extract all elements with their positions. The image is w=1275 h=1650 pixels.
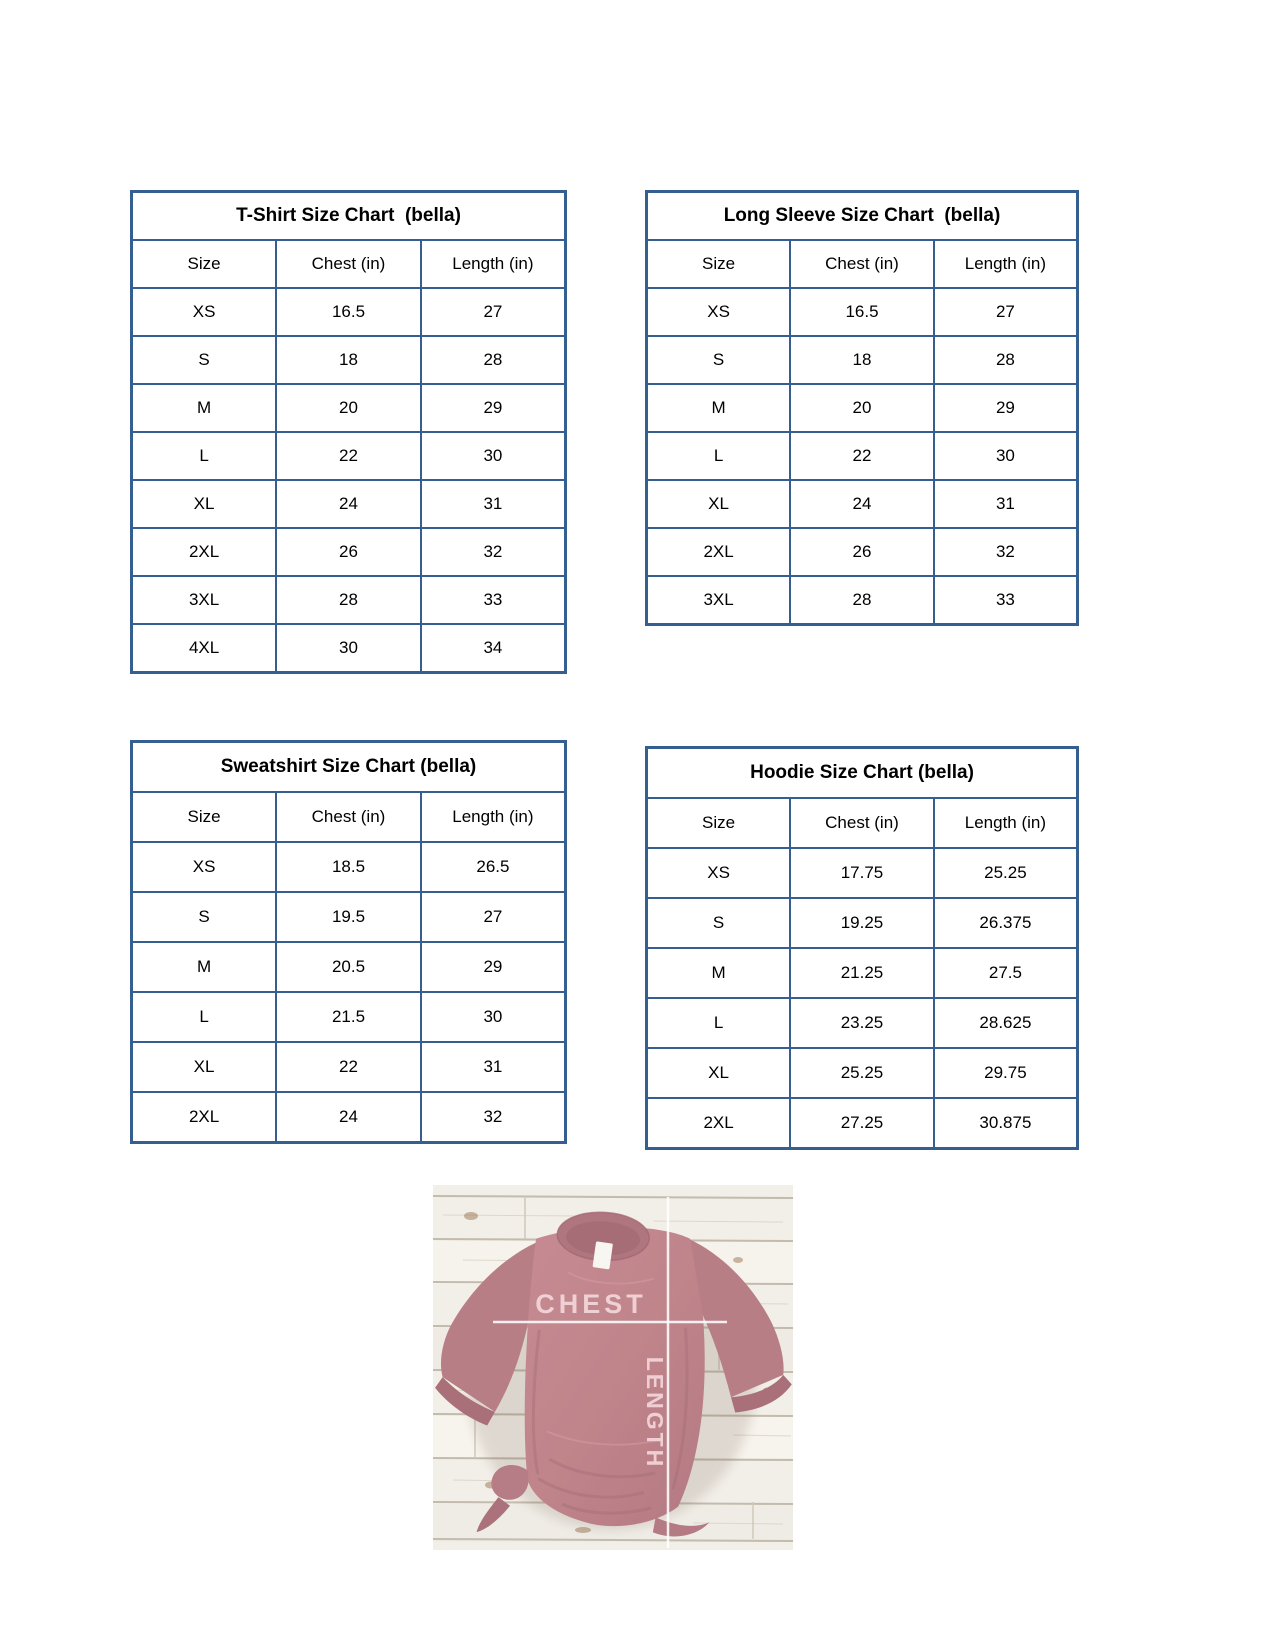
table-header-row — [647, 798, 1078, 848]
table-header-row — [132, 240, 566, 288]
size-cell: L — [132, 432, 277, 480]
size-cell: 28.625 — [934, 998, 1078, 1048]
size-cell: 30.875 — [934, 1098, 1078, 1149]
size-row — [647, 432, 1078, 480]
size-row — [132, 842, 566, 892]
size-row — [647, 1048, 1078, 1098]
size-cell: 21.5 — [276, 992, 421, 1042]
long-sleeve-size-chart-table — [645, 190, 1079, 626]
column-header: Chest (in) — [276, 792, 421, 842]
size-row — [132, 942, 566, 992]
size-cell: 20.5 — [276, 942, 421, 992]
size-cell: S — [132, 892, 277, 942]
size-cell: 31 — [421, 480, 566, 528]
size-cell: 22 — [276, 1042, 421, 1092]
size-cell: XL — [647, 1048, 791, 1098]
size-cell: L — [647, 432, 791, 480]
size-cell: 28 — [276, 576, 421, 624]
size-cell: 30 — [934, 432, 1078, 480]
size-cell: 26 — [276, 528, 421, 576]
size-cell: 27 — [421, 288, 566, 336]
size-cell: 24 — [790, 480, 934, 528]
size-cell: 31 — [421, 1042, 566, 1092]
size-row — [132, 384, 566, 432]
table-title-row — [647, 748, 1078, 799]
tshirt-size-chart-table — [130, 190, 567, 674]
hoodie-size-chart-table — [645, 746, 1079, 1150]
size-cell: 27 — [934, 288, 1078, 336]
size-cell: XL — [647, 480, 791, 528]
size-cell: 16.5 — [276, 288, 421, 336]
size-row — [132, 624, 566, 673]
table-header-row — [132, 792, 566, 842]
size-cell: L — [132, 992, 277, 1042]
size-cell: M — [647, 948, 791, 998]
size-cell: 29 — [934, 384, 1078, 432]
size-cell: 28 — [790, 576, 934, 625]
size-row — [132, 336, 566, 384]
chest-label: CHEST — [535, 1289, 647, 1319]
size-cell: 34 — [421, 624, 566, 673]
size-cell: 22 — [276, 432, 421, 480]
size-cell: 29 — [421, 384, 566, 432]
size-row — [132, 288, 566, 336]
size-cell: 26.5 — [421, 842, 566, 892]
size-cell: S — [647, 336, 791, 384]
table-title: Hoodie Size Chart (bella) — [647, 748, 1078, 799]
long-sleeve-size-chart — [645, 190, 1079, 626]
size-cell: 28 — [934, 336, 1078, 384]
table-title: Sweatshirt Size Chart (bella) — [132, 742, 566, 793]
size-cell: 32 — [421, 528, 566, 576]
size-cell: L — [647, 998, 791, 1048]
size-cell: M — [647, 384, 791, 432]
size-guide-photo — [433, 1185, 793, 1550]
size-cell: XL — [132, 1042, 277, 1092]
column-header: Size — [132, 792, 277, 842]
size-row — [132, 892, 566, 942]
size-cell: 21.25 — [790, 948, 934, 998]
size-cell: XS — [647, 288, 791, 336]
size-cell: 2XL — [647, 1098, 791, 1149]
sweatshirt-size-chart — [130, 740, 567, 1144]
column-header: Length (in) — [934, 240, 1078, 288]
column-header: Length (in) — [934, 798, 1078, 848]
size-cell: 32 — [934, 528, 1078, 576]
column-header: Length (in) — [421, 240, 566, 288]
size-row — [132, 992, 566, 1042]
size-cell: 25.25 — [934, 848, 1078, 898]
size-cell: 30 — [421, 432, 566, 480]
size-row — [132, 1092, 566, 1143]
size-cell: 30 — [421, 992, 566, 1042]
size-cell: S — [132, 336, 277, 384]
length-label: LENGTH — [642, 1356, 668, 1470]
table-title: Long Sleeve Size Chart (bella) — [647, 192, 1078, 241]
size-cell: 20 — [790, 384, 934, 432]
size-row — [647, 288, 1078, 336]
size-cell: 18 — [276, 336, 421, 384]
size-cell: 33 — [421, 576, 566, 624]
size-row — [647, 528, 1078, 576]
size-cell: 27.5 — [934, 948, 1078, 998]
table-title-row — [132, 742, 566, 793]
table-title-row — [132, 192, 566, 241]
size-cell: 17.75 — [790, 848, 934, 898]
size-cell: 3XL — [132, 576, 277, 624]
size-cell: 19.5 — [276, 892, 421, 942]
column-header: Size — [647, 240, 791, 288]
size-row — [647, 998, 1078, 1048]
size-cell: 3XL — [647, 576, 791, 625]
size-row — [647, 576, 1078, 625]
size-row — [132, 576, 566, 624]
size-cell: 29 — [421, 942, 566, 992]
size-cell: 26 — [790, 528, 934, 576]
size-cell: XS — [132, 842, 277, 892]
size-cell: S — [647, 898, 791, 948]
size-cell: 18 — [790, 336, 934, 384]
column-header: Size — [132, 240, 277, 288]
size-row — [647, 898, 1078, 948]
size-row — [647, 1098, 1078, 1149]
size-cell: M — [132, 384, 277, 432]
size-cell: 26.375 — [934, 898, 1078, 948]
column-header: Length (in) — [421, 792, 566, 842]
size-cell: 24 — [276, 480, 421, 528]
size-cell: 25.25 — [790, 1048, 934, 1098]
size-row — [647, 848, 1078, 898]
size-cell: 2XL — [132, 1092, 277, 1143]
sweatshirt-size-chart-table — [130, 740, 567, 1144]
column-header: Chest (in) — [790, 798, 934, 848]
size-row — [132, 432, 566, 480]
size-cell: 16.5 — [790, 288, 934, 336]
size-cell: 2XL — [647, 528, 791, 576]
neck-tag — [593, 1241, 613, 1269]
size-cell: 18.5 — [276, 842, 421, 892]
table-title-row — [647, 192, 1078, 241]
size-cell: M — [132, 942, 277, 992]
tshirt-size-chart — [130, 190, 567, 674]
size-cell: 4XL — [132, 624, 277, 673]
size-cell: 27.25 — [790, 1098, 934, 1149]
size-row — [647, 384, 1078, 432]
size-cell: 22 — [790, 432, 934, 480]
size-cell: 31 — [934, 480, 1078, 528]
tshirt-measurement-illustration — [433, 1185, 793, 1550]
size-cell: XL — [132, 480, 277, 528]
size-cell: 28 — [421, 336, 566, 384]
size-cell: 33 — [934, 576, 1078, 625]
table-header-row — [647, 240, 1078, 288]
size-row — [647, 480, 1078, 528]
size-row — [132, 1042, 566, 1092]
size-cell: 29.75 — [934, 1048, 1078, 1098]
size-row — [647, 948, 1078, 998]
size-cell: 20 — [276, 384, 421, 432]
size-cell: XS — [647, 848, 791, 898]
size-cell: 32 — [421, 1092, 566, 1143]
size-row — [132, 480, 566, 528]
column-header: Chest (in) — [276, 240, 421, 288]
table-title: T-Shirt Size Chart (bella) — [132, 192, 566, 241]
size-cell: 27 — [421, 892, 566, 942]
column-header: Size — [647, 798, 791, 848]
size-cell: 2XL — [132, 528, 277, 576]
size-cell: 23.25 — [790, 998, 934, 1048]
hoodie-size-chart — [645, 746, 1079, 1150]
size-row — [132, 528, 566, 576]
size-cell: XS — [132, 288, 277, 336]
size-row — [647, 336, 1078, 384]
size-cell: 19.25 — [790, 898, 934, 948]
size-cell: 30 — [276, 624, 421, 673]
column-header: Chest (in) — [790, 240, 934, 288]
size-cell: 24 — [276, 1092, 421, 1143]
